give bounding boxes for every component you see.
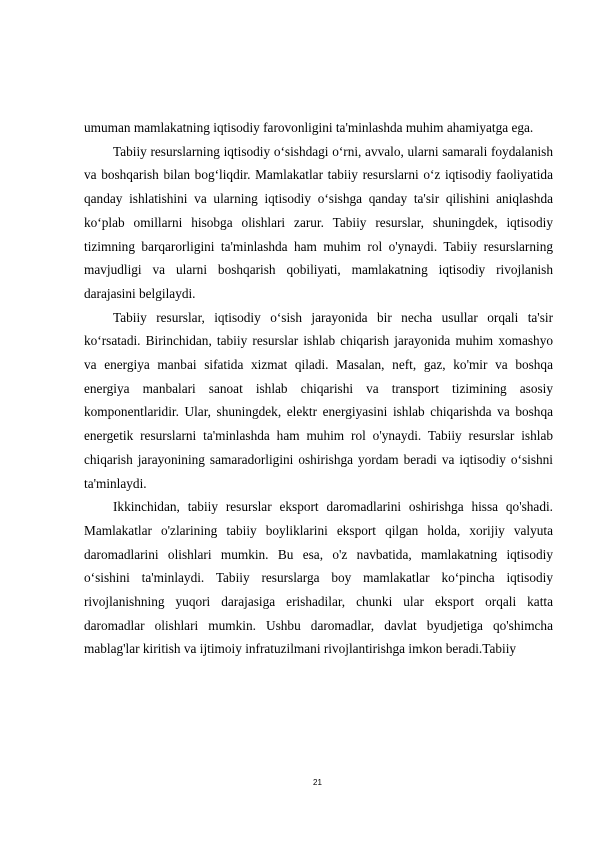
paragraph-2: Tabiiy resurslarning iqtisodiy o‘sishdagi o‘rni, avvalo, ularni samarali foydalanish va boshqarish bilan bog‘liqdir. Mamlakatlar tabiiy resurslarni o‘z iqtisodiy faoliyatida qanday ishlatishini va ularning iqtisodiy o‘sishga qanday ta'sir qilishini aniqlashda ko‘plab omillarni hisobga olishlari zarur. Tabiiy resurslar, shuningdek, iqtisodiy tizimning barqarorligini ta'minlashda ham muhim rol o'ynaydi. Tabiiy resurslarning mavjudligi va ularni boshqarish qobiliyati, mamlakatning iqtisodiy rivojlanish darajasini belgilaydi. xyxy=(84,143,553,301)
paragraph-3: Tabiiy resurslar, iqtisodiy o‘sish jarayonida bir necha usullar orqali ta'sir ko‘rsatadi. Birinchidan, tabiiy resurslar ishlab chiqarish jarayonida muhim xomashyo va energiya manbai sifatida xizmat qiladi. Masalan, neft, gaz, ko'mir va boshqa energiya manbalari sanoat ishlab chiqarishi va transport tizimining asosiy komponentlaridir. Ular, shuningdek, elektr energiyasini ishlab chiqarishda va boshqa energetik resurslarni ta'minlashda ham muhim rol o'ynaydi. Tabiiy resurslar ishlab chiqarish jarayonining samaradorligini oshirishga yordam beradi va iqtisodiy o‘sishni ta'minlaydi. xyxy=(84,309,553,491)
paragraph-4: Ikkinchidan, tabiiy resurslar eksport daromadlarini oshirishga hissa qo'shadi. Mamlakatlar o'zlarining tabiiy boyliklarini eksport qilgan holda, xorijiy valyuta daromadlarini olishlari mumkin. Bu esa, o'z navbatida, mamlakatning iqtisodiy o‘sishini ta'minlaydi. Tabiiy resurslarga boy mamlakatlar ko‘pincha iqtisodiy rivojlanishning yuqori darajasiga erishadilar, chunki ular eksport orqali katta daromadlar olishlari mumkin. Ushbu daromadlar, davlat byudjetiga qo'shimcha mablag'lar kiritish va ijtimoiy infratuzilmani rivojlantirishga imkon beradi.Tabiiy xyxy=(84,499,553,657)
paragraph-1: umuman mamlakatning iqtisodiy farovonligini ta'minlashda muhim ahamiyatga ega. xyxy=(84,120,534,135)
body-text xyxy=(84,116,553,661)
page-number: 21 xyxy=(313,778,322,787)
